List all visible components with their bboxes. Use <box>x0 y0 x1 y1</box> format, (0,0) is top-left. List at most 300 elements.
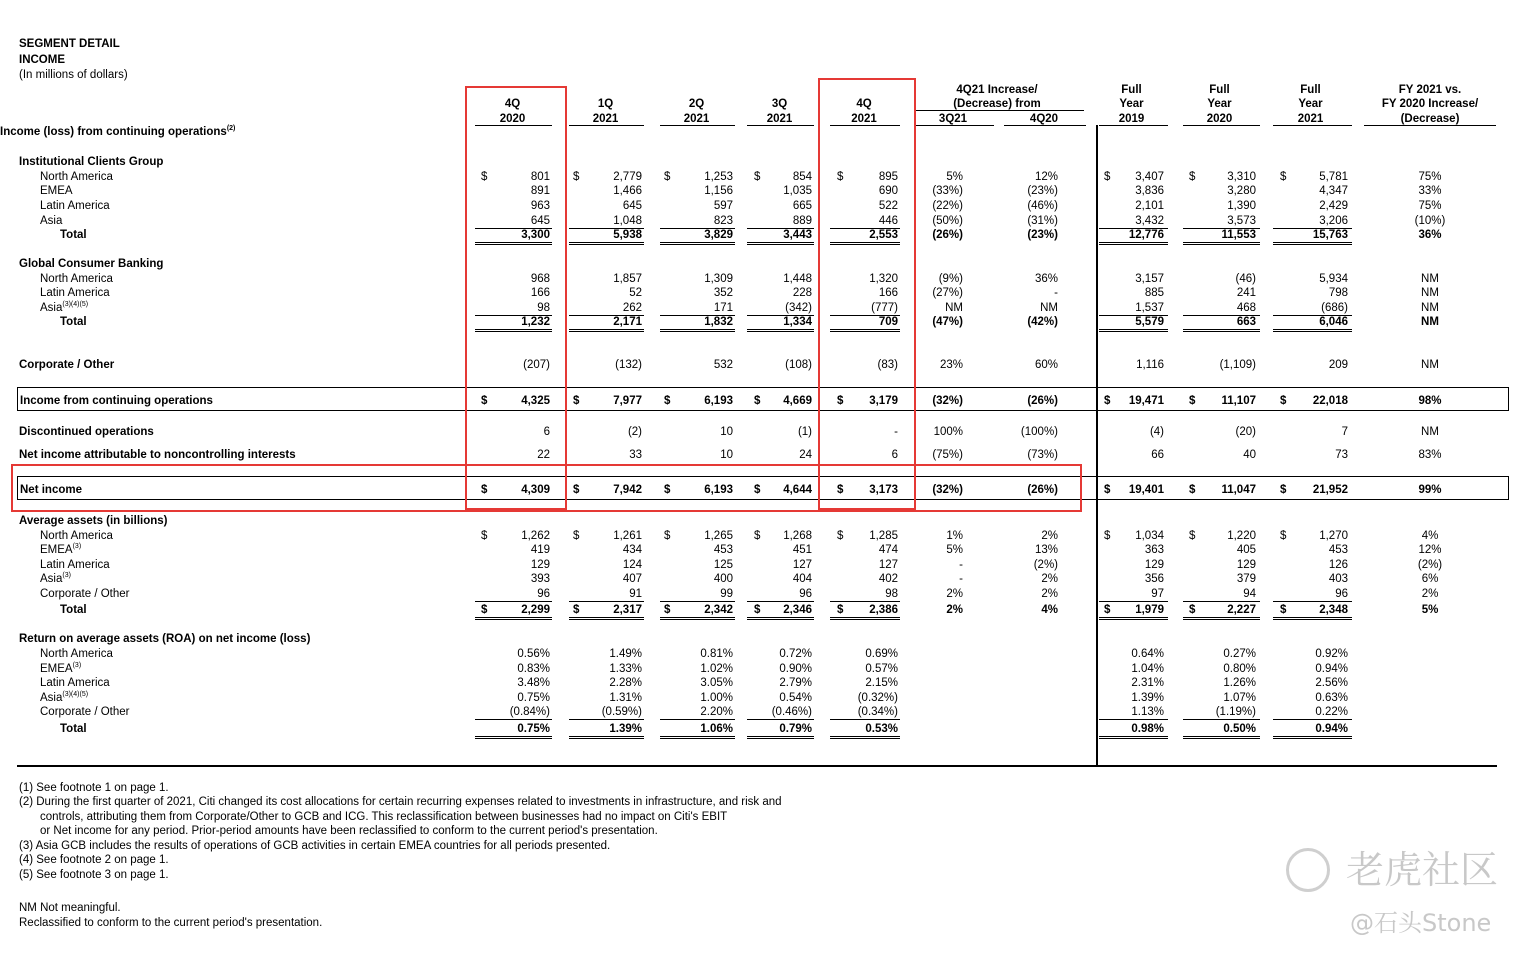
cell-value: 6,193 <box>704 484 733 496</box>
change-value: 100% <box>933 426 963 438</box>
change-value: (46%) <box>1027 200 1058 212</box>
cell-value: 52 <box>629 287 642 299</box>
row-label: Corporate / Other <box>40 588 130 600</box>
page-title: SEGMENT DETAIL <box>19 38 120 50</box>
cell-value: 96 <box>537 588 550 600</box>
full-year-header: Full <box>1121 84 1142 96</box>
cell-value: 2.79% <box>779 677 812 689</box>
cell-value: 1,261 <box>613 530 642 542</box>
full-year-value: 2,227 <box>1227 604 1256 616</box>
full-year-value: 1.13% <box>1131 706 1164 718</box>
cell-value: 22 <box>537 449 550 461</box>
full-year-value: (1,109) <box>1219 359 1256 371</box>
rule-line <box>475 738 552 739</box>
rule-line <box>1183 619 1260 620</box>
cell-value: 166 <box>530 287 550 299</box>
rule-line <box>747 244 814 245</box>
cell-value: 91 <box>629 588 642 600</box>
rule-line <box>747 619 814 620</box>
cell-value: 895 <box>878 171 898 183</box>
rule-line <box>1364 125 1496 126</box>
full-year-value: 885 <box>1144 287 1164 299</box>
dollar-sign: $ <box>1280 604 1287 616</box>
change-value: (26%) <box>932 229 963 241</box>
dollar-sign: $ <box>1280 171 1287 183</box>
row-label: EMEA$^{(3)}$ <box>40 662 82 675</box>
change-value: (73%) <box>1027 449 1058 461</box>
change-value: 23% <box>939 359 963 371</box>
footnote-ref: (3) <box>62 572 71 580</box>
dollar-sign: $ <box>573 171 580 183</box>
rule-line <box>569 601 644 602</box>
rule-line <box>1004 125 1086 126</box>
full-year-value: 21,952 <box>1312 484 1348 496</box>
cell-value: 3.48% <box>517 677 550 689</box>
dollar-sign: $ <box>573 530 580 542</box>
cell-value: 6 <box>891 449 898 461</box>
footnote: (3) Asia GCB includes the results of operations of GCB activities in certain EMEA countries for all periods presented. <box>19 840 611 852</box>
rule-line <box>1099 329 1168 330</box>
highlight-net-income <box>11 464 1082 512</box>
full-year-value: 1,390 <box>1227 200 1256 212</box>
full-year-value: 663 <box>1236 316 1256 328</box>
cell-value: 4,644 <box>783 484 812 496</box>
dollar-sign: $ <box>573 484 580 496</box>
rule-line <box>569 738 644 739</box>
rule-line <box>830 736 900 737</box>
change-value: (32%) <box>932 484 963 496</box>
row-label: Asia$^{(3)}$ <box>40 572 71 585</box>
cell-value: (207) <box>523 359 550 371</box>
cell-value: 393 <box>530 573 550 585</box>
dollar-sign: $ <box>837 171 844 183</box>
cell-value: 0.53% <box>865 723 898 735</box>
full-year-value: 356 <box>1144 573 1164 585</box>
rule-line <box>1273 601 1352 602</box>
footnote: or Net income for any period. Prior-period amounts have been reclassified to conform to the current period's presentation. <box>40 825 658 837</box>
row-label: Total <box>60 316 87 328</box>
fy-change-value: 75% <box>1418 200 1442 212</box>
dollar-sign: $ <box>754 604 761 616</box>
rule-line <box>660 331 735 332</box>
change-header: (Decrease) from <box>953 98 1041 110</box>
fy-change-value: 2% <box>1421 588 1439 600</box>
full-year-value: 0.63% <box>1315 692 1348 704</box>
full-year-value: 3,432 <box>1135 215 1164 227</box>
full-year-value: 126 <box>1328 559 1348 571</box>
change-value: (33%) <box>932 185 963 197</box>
full-year-value: 0.50% <box>1223 723 1256 735</box>
cell-value: 451 <box>792 544 812 556</box>
rule-line <box>1099 619 1168 620</box>
change-value: 2% <box>1041 530 1058 542</box>
dollar-sign: $ <box>1280 484 1287 496</box>
full-year-value: 1.07% <box>1223 692 1256 704</box>
fy-change-value: 4% <box>1421 530 1439 542</box>
rule-line <box>569 329 644 330</box>
rule-line <box>830 601 900 602</box>
cell-value: 1.00% <box>700 692 733 704</box>
rule-line <box>660 736 735 737</box>
full-year-header: Year <box>1119 98 1144 110</box>
full-year-value: 453 <box>1328 544 1348 556</box>
cell-value: 4,669 <box>783 395 812 407</box>
cell-value: 10 <box>720 449 733 461</box>
cell-value: 3,173 <box>869 484 898 496</box>
row-label: North America <box>40 530 113 542</box>
cell-value: 0.69% <box>865 648 898 660</box>
page-subtitle: INCOME <box>19 54 65 66</box>
cell-value: 2,171 <box>613 316 642 328</box>
change-value: NM <box>945 302 963 314</box>
cell-value: 404 <box>792 573 812 585</box>
rule-line <box>1273 736 1352 737</box>
rule-line <box>1099 331 1168 332</box>
full-year-value: 2,348 <box>1319 604 1348 616</box>
cell-value: (83) <box>877 359 898 371</box>
cell-value: 1,857 <box>613 273 642 285</box>
rule-line <box>569 125 644 126</box>
rule-line <box>747 125 814 126</box>
full-year-header: 2021 <box>1297 113 1324 125</box>
cell-value: 124 <box>622 559 642 571</box>
dollar-sign: $ <box>664 530 671 542</box>
dollar-sign: $ <box>664 395 671 407</box>
rule-line <box>660 125 735 126</box>
change-value: 1% <box>946 530 963 542</box>
dollar-sign: $ <box>1189 530 1196 542</box>
cell-value: 963 <box>530 200 550 212</box>
row-label: Latin America <box>40 287 110 299</box>
rule-line <box>569 242 644 243</box>
cell-value: 532 <box>713 359 733 371</box>
rule-line <box>747 329 814 330</box>
dollar-sign: $ <box>837 484 844 496</box>
full-year-header: Year <box>1298 98 1323 110</box>
cell-value: (108) <box>785 359 812 371</box>
cell-value: (132) <box>615 359 642 371</box>
rule-line <box>747 242 814 243</box>
cell-value: 127 <box>792 559 812 571</box>
full-year-value: 97 <box>1151 588 1164 600</box>
cell-value: 1.49% <box>609 648 642 660</box>
cell-value: 1,262 <box>521 530 550 542</box>
rule-line <box>1183 329 1260 330</box>
full-year-value: 3,206 <box>1319 215 1348 227</box>
rule-line <box>1273 331 1352 332</box>
cell-value: 7,942 <box>613 484 642 496</box>
footnote-ref: (3) <box>72 543 82 551</box>
full-year-value: 0.92% <box>1315 648 1348 660</box>
cell-value: (0.59%) <box>601 706 642 718</box>
full-year-value: 19,471 <box>1128 395 1164 407</box>
income-continuing-ops-box <box>17 387 1509 411</box>
column-header-quarter: 4Q <box>856 98 872 110</box>
cell-value: 352 <box>713 287 733 299</box>
column-header-quarter: 3Q <box>771 98 788 110</box>
cell-value: 453 <box>713 544 733 556</box>
change-value: (75%) <box>932 449 963 461</box>
dollar-sign: $ <box>1280 395 1287 407</box>
cell-value: 645 <box>622 200 642 212</box>
dollar-sign: $ <box>1104 604 1111 616</box>
row-label: Asia$^{(3)(4)(5)}$ <box>40 691 89 704</box>
dollar-sign: $ <box>481 530 488 542</box>
fy-change-value: NM <box>1421 287 1439 299</box>
rule-line <box>747 738 814 739</box>
rule-line <box>569 719 644 720</box>
full-year-value: 3,573 <box>1227 215 1256 227</box>
rule-line <box>1183 125 1260 126</box>
rule-line <box>660 619 735 620</box>
row-label: Total <box>60 229 87 241</box>
rule-line <box>475 719 552 720</box>
column-header-year: 2020 <box>499 113 526 125</box>
cell-value: 1,265 <box>704 530 733 542</box>
full-year-value: 0.27% <box>1223 648 1256 660</box>
rule-line <box>1273 242 1352 243</box>
full-year-value: 1,979 <box>1135 604 1164 616</box>
cell-value: 166 <box>878 287 898 299</box>
rule-line <box>747 617 814 618</box>
fy-change-value: (2%) <box>1417 559 1443 571</box>
rule-line <box>1099 244 1168 245</box>
footnote-ref: (3)(4)(5) <box>62 691 89 699</box>
row-label: Asia <box>40 215 63 227</box>
cell-value: 407 <box>622 573 642 585</box>
full-year-value: 3,310 <box>1227 171 1256 183</box>
cell-value: 1,334 <box>783 316 812 328</box>
cell-value: 1,253 <box>704 171 733 183</box>
rule-line <box>1183 242 1260 243</box>
cell-value: 2,342 <box>704 604 733 616</box>
dollar-sign: $ <box>1189 484 1196 496</box>
dollar-sign: $ <box>837 395 844 407</box>
column-header-quarter: 2Q <box>688 98 705 110</box>
dollar-sign: $ <box>1104 395 1111 407</box>
rule-line <box>1099 242 1168 243</box>
tiger-logo-icon <box>1286 848 1330 892</box>
cell-value: 1,320 <box>869 273 898 285</box>
cell-value: 262 <box>622 302 642 314</box>
dollar-sign: $ <box>481 171 488 183</box>
cell-value: 1.06% <box>700 723 733 735</box>
full-year-value: 129 <box>1236 559 1256 571</box>
footnote-ref: (3) <box>72 662 82 670</box>
cell-value: 1,309 <box>704 273 733 285</box>
change-value: 36% <box>1034 273 1058 285</box>
note-reclassified: Reclassified to conform to the current period's presentation. <box>19 917 323 929</box>
full-year-value: 241 <box>1236 287 1256 299</box>
column-header-year: 2021 <box>592 113 619 125</box>
full-year-value: 0.94% <box>1315 723 1348 735</box>
cell-value: 1,232 <box>521 316 550 328</box>
rule-line <box>1273 738 1352 739</box>
change-value: (9%) <box>938 273 963 285</box>
cell-value: 400 <box>713 573 733 585</box>
full-year-value: 2,101 <box>1135 200 1164 212</box>
full-year-value: 3,157 <box>1135 273 1164 285</box>
cell-value: 597 <box>713 200 733 212</box>
full-year-value: 405 <box>1236 544 1256 556</box>
full-year-value: 4,347 <box>1319 185 1348 197</box>
cell-value: 419 <box>530 544 550 556</box>
change-value: (27%) <box>932 287 963 299</box>
cell-value: 889 <box>792 215 812 227</box>
change-header-3q21: 3Q21 <box>938 113 968 125</box>
footnote-ref: (3)(4)(5) <box>62 301 89 309</box>
rule-line <box>569 617 644 618</box>
cell-value: 4,309 <box>521 484 550 496</box>
rule-line <box>1273 244 1352 245</box>
fy-change-value: 98% <box>1418 395 1442 407</box>
full-year-value: 73 <box>1335 449 1348 461</box>
rule-line <box>475 619 552 620</box>
rule-line <box>1273 619 1352 620</box>
full-year-value: 379 <box>1236 573 1256 585</box>
full-year-value: 1.39% <box>1131 692 1164 704</box>
cell-value: 1,035 <box>783 185 812 197</box>
change-value: (50%) <box>932 215 963 227</box>
dollar-sign: $ <box>664 171 671 183</box>
cell-value: (0.46%) <box>771 706 812 718</box>
rule-line <box>1273 617 1352 618</box>
rule-line <box>1183 736 1260 737</box>
full-year-value: 12,776 <box>1128 229 1164 241</box>
cell-value: 434 <box>622 544 642 556</box>
column-header-quarter: 4Q <box>504 98 521 110</box>
fy-change-header: FY 2021 vs. <box>1398 84 1462 96</box>
rule-line <box>1099 736 1168 737</box>
highlight-4q2021 <box>818 78 916 510</box>
rule-line <box>1099 601 1168 602</box>
cell-value: 2,346 <box>783 604 812 616</box>
full-year-header: 2019 <box>1118 113 1145 125</box>
change-value: (23%) <box>1027 229 1058 241</box>
cell-value: 96 <box>799 588 812 600</box>
cell-value: 10 <box>720 426 733 438</box>
rule-line <box>916 110 1084 111</box>
rule-line <box>1099 738 1168 739</box>
row-label: EMEA$^{(3)}$ <box>40 543 82 556</box>
change-header: 4Q21 Increase/ <box>956 84 1038 96</box>
rule-line <box>830 619 900 620</box>
rule-line <box>475 617 552 618</box>
cell-value: 0.90% <box>779 663 812 675</box>
dollar-sign: $ <box>1104 530 1111 542</box>
column-header-year: 2021 <box>766 113 793 125</box>
full-year-value: 3,280 <box>1227 185 1256 197</box>
footnote: (5) See footnote 3 on page 1. <box>19 869 169 881</box>
footnote-ref: (2) <box>226 125 236 133</box>
dollar-sign: $ <box>754 395 761 407</box>
rule-line <box>1183 331 1260 332</box>
cell-value: 891 <box>530 185 550 197</box>
row-label: Return on average assets (ROA) on net income (loss) <box>19 633 311 645</box>
dollar-sign: $ <box>664 604 671 616</box>
full-year-value: 6,046 <box>1319 316 1348 328</box>
full-year-value: 66 <box>1151 449 1164 461</box>
rule-line <box>1183 738 1260 739</box>
change-value: 2% <box>1041 588 1058 600</box>
column-header-quarter: 1Q <box>597 98 614 110</box>
full-year-value: 2,429 <box>1319 200 1348 212</box>
cell-value: 3,179 <box>869 395 898 407</box>
cell-value: 645 <box>530 215 550 227</box>
full-year-value: 15,763 <box>1312 229 1348 241</box>
cell-value: 0.75% <box>517 692 550 704</box>
note-nm: NM Not meaningful. <box>19 902 121 914</box>
full-year-value: 11,107 <box>1221 395 1256 407</box>
full-year-value: 2.31% <box>1131 677 1164 689</box>
cell-value: 522 <box>878 200 898 212</box>
cell-value: 1,268 <box>783 530 812 542</box>
cell-value: 1,466 <box>613 185 642 197</box>
rule-line <box>660 738 735 739</box>
rule-line <box>1183 244 1260 245</box>
full-year-value: 0.98% <box>1131 723 1164 735</box>
dollar-sign: $ <box>481 395 488 407</box>
cell-value: 402 <box>878 573 898 585</box>
full-year-value: 5,781 <box>1319 171 1348 183</box>
dollar-sign: $ <box>573 604 580 616</box>
cell-value: 0.79% <box>779 723 812 735</box>
dollar-sign: $ <box>837 604 844 616</box>
change-value: (26%) <box>1027 484 1058 496</box>
full-year-header: Full <box>1300 84 1321 96</box>
row-label: EMEA <box>40 185 73 197</box>
cell-value: 1.39% <box>609 723 642 735</box>
cell-value: 6 <box>543 426 550 438</box>
rule-line <box>660 617 735 618</box>
change-value: - <box>959 559 963 571</box>
rule-line <box>830 719 900 720</box>
change-value: 13% <box>1034 544 1058 556</box>
cell-value: 0.72% <box>779 648 812 660</box>
rule-line <box>569 331 644 332</box>
column-header-year: 2021 <box>851 113 877 125</box>
watermark-user: @石头Stone <box>1350 909 1492 937</box>
full-year-value: 94 <box>1243 588 1256 600</box>
cell-value: 1,832 <box>704 316 733 328</box>
cell-value: 4,325 <box>521 395 550 407</box>
rule-line <box>475 736 552 737</box>
cell-value: 709 <box>878 316 898 328</box>
change-value: NM <box>1040 302 1058 314</box>
dollar-sign: $ <box>1104 484 1111 496</box>
row-label: North America <box>40 171 113 183</box>
cell-value: 2,779 <box>613 171 642 183</box>
rule-line <box>830 738 900 739</box>
cell-value: 665 <box>792 200 812 212</box>
cell-value: 125 <box>713 559 733 571</box>
dollar-sign: $ <box>837 530 844 542</box>
row-label: Corporate / Other <box>40 706 130 718</box>
rule-line <box>1099 617 1168 618</box>
full-year-value: 19,401 <box>1128 484 1164 496</box>
cell-value: 98 <box>885 588 898 600</box>
cell-value: 2,553 <box>869 229 898 241</box>
change-value: 12% <box>1034 171 1058 183</box>
watermark-brand: 老虎社区 <box>1346 848 1499 892</box>
cell-value: 474 <box>878 544 898 556</box>
full-year-value: 22,018 <box>1312 395 1348 407</box>
cell-value: 228 <box>792 287 812 299</box>
rule-line <box>1183 601 1260 602</box>
full-year-value: 11,047 <box>1221 484 1256 496</box>
rule-line <box>1099 125 1168 126</box>
cell-value: (1) <box>797 426 812 438</box>
